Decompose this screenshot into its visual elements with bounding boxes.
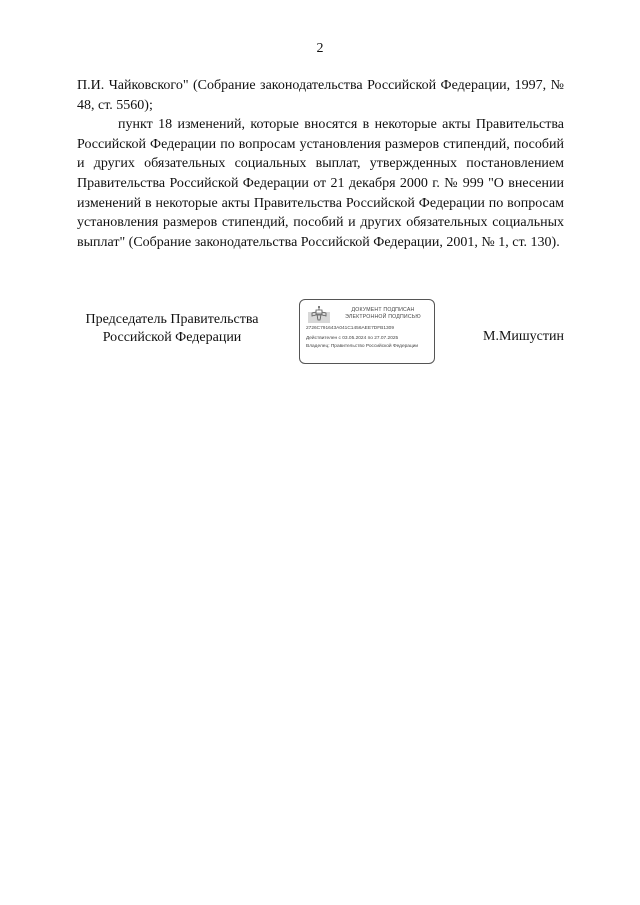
- coat-of-arms-icon: [308, 305, 330, 323]
- stamp-owner: Владелец: Правительство Российской Федерации: [306, 344, 419, 349]
- page-number: 2: [316, 41, 324, 56]
- stamp-title-line1: ДОКУМЕНТ ПОДПИСАН: [351, 307, 415, 313]
- signatory-position: [77, 311, 267, 347]
- electronic-signature-stamp: [299, 299, 435, 364]
- document-body: [77, 76, 564, 252]
- paragraph-item-18: пункт 18 изменений, которые вносятся в некоторые акты Правительства Российской Федерации по вопросам установления размеров стипендий, пособий и других обязательных социальных выплат, утвержденных постановлением Правительства Российской Федерации от 21 декабря 2000 г. № 999 "О внесении изменений в некоторые акты Правительства Российской Федерации по вопросам установления размеров стипендий, пособий и других обязательных социальных выплат" (Собрание законодательства Российской Федерации, 2001, № 1, ст. 130).: [77, 117, 564, 250]
- paragraph-continuation: П.И. Чайковского" (Собрание законодательства Российской Федерации, 1997, № 48, ст. 5560);: [77, 78, 564, 113]
- signatory-position-line1: Председатель Правительства: [85, 312, 259, 327]
- stamp-certificate-number: 2726C791643A041C1456AEE7DFB1309: [306, 326, 395, 331]
- stamp-title-line2: ЭЛЕКТРОННОЙ ПОДПИСЬЮ: [345, 314, 421, 320]
- stamp-validity: Действителен с 03.05.2024 по 27.07.2025: [306, 336, 399, 341]
- stamp-title: [334, 307, 432, 321]
- signatory-position-line2: Российской Федерации: [102, 330, 242, 345]
- signatory-name: М.Мишустин: [483, 329, 564, 344]
